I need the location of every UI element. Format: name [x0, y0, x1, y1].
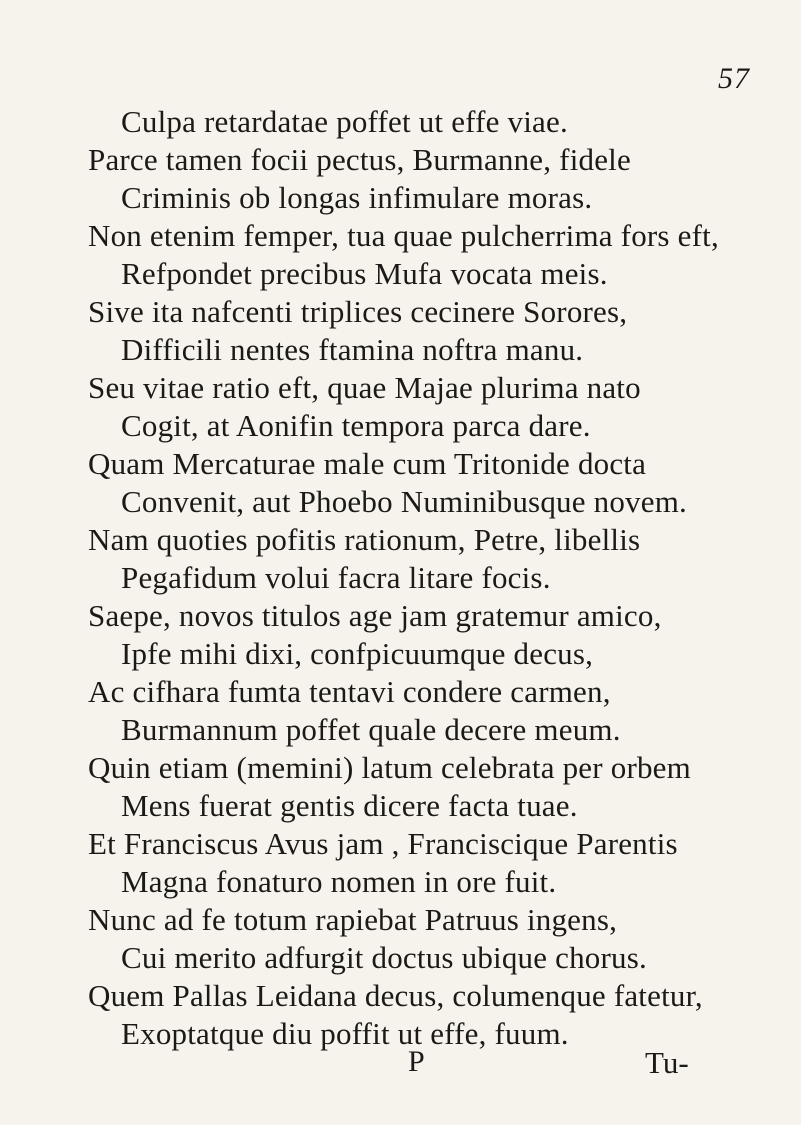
verse-line: Non etenim femper, tua quae pulcherrima fors eft,	[88, 218, 719, 253]
verse-line: Mens fuerat gentis dicere facta tuae.	[121, 788, 578, 823]
verse-line: Magna fonaturo nomen in ore fuit.	[121, 864, 557, 899]
verse-line: Cogit, at Aonifin tempora parca dare.	[121, 408, 591, 443]
verse-line: Difficili nentes ftamina noftra manu.	[121, 332, 584, 367]
verse-line: Culpa retardatae poffet ut effe viae.	[121, 104, 568, 139]
verse-line: Cui merito adfurgit doctus ubique chorus.	[121, 940, 647, 975]
page-number: 57	[718, 62, 750, 95]
verse-line: Burmannum poffet quale decere meum.	[121, 712, 621, 747]
verse-line: Quem Pallas Leidana decus, columenque fatetur,	[88, 978, 703, 1013]
verse-line: Convenit, aut Phoebo Numinibusque novem.	[121, 484, 687, 519]
verse-line: Criminis ob longas infimulare moras.	[121, 180, 593, 215]
verse-line: Sive ita nafcenti triplices cecinere Sorores,	[88, 294, 628, 329]
verse-line: Exoptatque diu poffit ut effe, fuum.	[121, 1016, 569, 1051]
verse-line: Ac cifhara fumta tentavi condere carmen,	[88, 674, 611, 709]
verse-line: Ipfe mihi dixi, confpicuumque decus,	[121, 636, 594, 671]
verse-line: Nam quoties pofitis rationum, Petre, libellis	[88, 522, 641, 557]
verse-line: Seu vitae ratio eft, quae Majae plurima nato	[88, 370, 641, 405]
verse-line: Refpondet precibus Mufa vocata meis.	[121, 256, 608, 291]
verse-line: Pegafidum volui facra litare focis.	[121, 560, 551, 595]
catchword: Tu-	[645, 1045, 689, 1080]
verse-line: Saepe, novos titulos age jam gratemur amico,	[88, 598, 662, 633]
verse-line: Et Franciscus Avus jam , Franciscique Parentis	[88, 826, 678, 861]
verse-line: Parce tamen focii pectus, Burmanne, fidele	[88, 142, 631, 177]
verse-line: Quam Mercaturae male cum Tritonide docta	[88, 446, 647, 481]
verse-line: Nunc ad fe totum rapiebat Patruus ingens,	[88, 902, 618, 937]
signature-mark: P	[408, 1045, 425, 1078]
verse-line: Quin etiam (memini) latum celebrata per orbem	[88, 750, 691, 785]
